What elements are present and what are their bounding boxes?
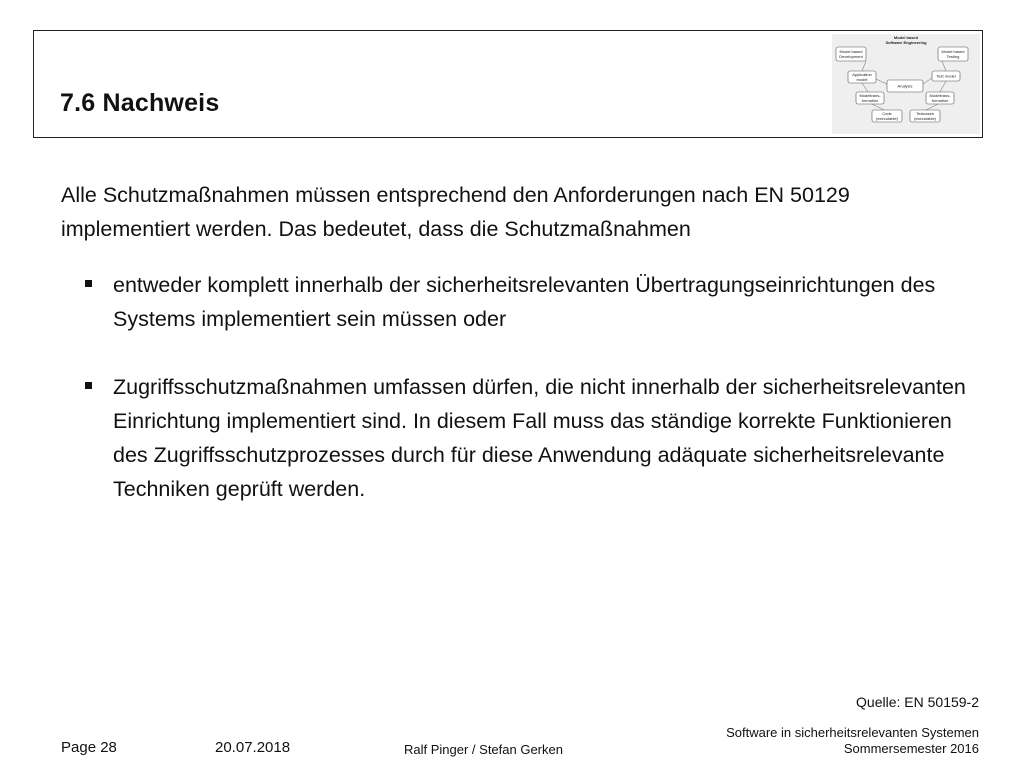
svg-text:formation: formation (931, 98, 949, 103)
logo-title-1: Model based (893, 35, 919, 40)
svg-text:formation: formation (861, 98, 879, 103)
logo-title-2: Software Engineering (885, 40, 927, 45)
footer-page-number: Page 28 (61, 739, 117, 756)
slide-body (61, 178, 981, 540)
svg-text:Development: Development (839, 54, 863, 59)
square-bullet-icon (85, 280, 92, 287)
footer-course (726, 725, 979, 757)
svg-text:Testcases: Testcases (916, 111, 934, 116)
svg-text:Modeltrans-: Modeltrans- (859, 93, 881, 98)
bullet-text: Zugriffsschutzmaßnahmen umfassen dürfen, die nicht innerhalb der sicherheitsrelevanten Einrichtung implementiert sind. In diesem Fall muss das ständige korrekte Funktionieren des Zugriffsschutzprozesses durch für diese Anwendung adäquate sicherheitsrelevante Techniken geprüft werden. (113, 375, 966, 501)
footer-date: 20.07.2018 (215, 739, 291, 756)
square-bullet-icon (85, 382, 92, 389)
svg-text:Testing: Testing (946, 54, 960, 59)
slide-title: 7.6 Nachweis (60, 89, 220, 117)
footer-course-name: Software in sicherheitsrelevanten Systemen (726, 725, 979, 740)
svg-text:Model based: Model based (941, 49, 965, 54)
bullet-item (61, 370, 981, 506)
svg-text:(executable): (executable) (913, 116, 937, 121)
svg-text:Code: Code (882, 111, 892, 116)
bullet-item (61, 268, 981, 336)
footer-semester: Sommersemester 2016 (843, 741, 979, 756)
svg-text:Test model: Test model (936, 73, 956, 79)
intro-paragraph: Alle Schutzmaßnahmen müssen entsprechend den Anforderungen nach EN 50129 implementiert werden. Das bedeutet, dass die Schutzmaßnahmen (61, 183, 850, 241)
svg-text:Model based: Model based (839, 49, 863, 54)
svg-text:Analysis: Analysis (897, 83, 913, 89)
source-citation: Quelle: EN 50159-2 (856, 694, 979, 710)
svg-text:(executable): (executable) (875, 116, 899, 121)
svg-text:Modeltrans-: Modeltrans- (929, 93, 951, 98)
svg-text:model: model (856, 77, 868, 82)
mbse-logo-diagram (832, 34, 980, 134)
svg-text:Application: Application (852, 72, 872, 77)
bullet-text: entweder komplett innerhalb der sicherheitsrelevanten Übertragungseinrichtungen des Systems implementiert sein müssen oder (113, 273, 936, 331)
footer-authors: Ralf Pinger / Stefan Gerken (404, 742, 563, 757)
